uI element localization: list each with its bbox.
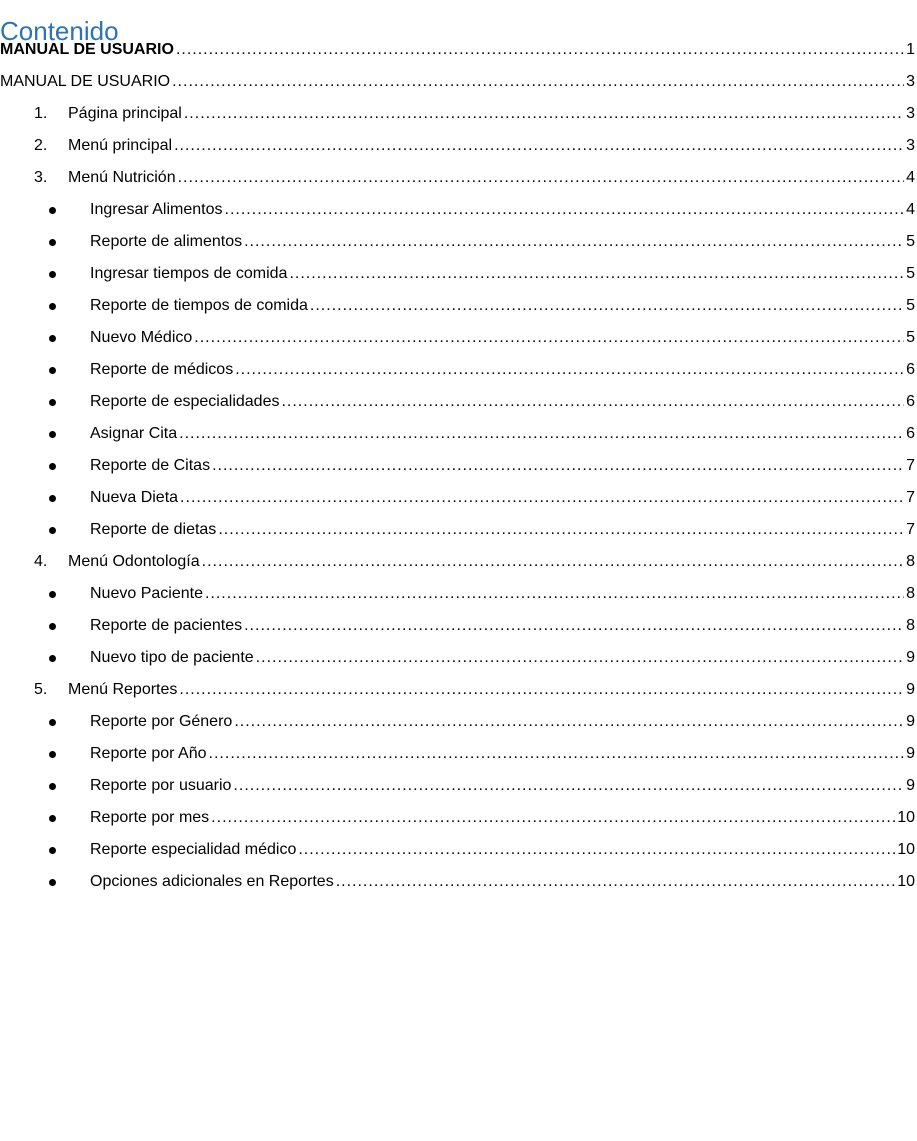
toc-leader-dots [289, 258, 904, 290]
toc-entry-page[interactable]: 8 [906, 617, 915, 634]
toc-leader-dots [209, 738, 905, 770]
toc-entry-title[interactable]: Nuevo tipo de paciente [90, 649, 254, 666]
toc-entry-title[interactable]: Reporte de Citas [90, 457, 211, 474]
toc-entry-page[interactable]: 3 [906, 137, 915, 154]
toc-entry-page[interactable]: 5 [906, 233, 915, 250]
toc-entry-number: 2. [34, 137, 48, 154]
toc-entry-title[interactable]: Reporte por mes [90, 809, 210, 826]
toc-entry-page[interactable]: 9 [906, 745, 915, 762]
toc-leader-dots [235, 354, 904, 386]
toc-entry[interactable] [0, 610, 917, 642]
toc-entry-title[interactable]: Opciones adicionales en Reportes [90, 873, 334, 890]
toc-entry-title[interactable]: Ingresar tiempos de comida [90, 265, 288, 282]
toc-entry-page[interactable]: 9 [906, 777, 915, 794]
toc-entry-title[interactable]: Nuevo Paciente [90, 585, 203, 602]
toc-entry[interactable] [0, 194, 917, 226]
toc-leader-dots [234, 706, 904, 738]
toc-entry[interactable] [0, 450, 917, 482]
toc-entry[interactable] [0, 66, 917, 98]
toc-entry-page[interactable]: 3 [906, 105, 915, 122]
toc-entry-title[interactable]: Reporte de tiempos de comida [90, 297, 308, 314]
toc-entry-page[interactable]: 4 [906, 169, 915, 186]
toc-entry-number: 3. [34, 169, 48, 186]
toc-entry-page[interactable]: 3 [906, 73, 915, 90]
toc-leader-dots [176, 34, 904, 66]
toc-entry-page[interactable]: 9 [906, 713, 915, 730]
toc-entry-number: 5. [34, 681, 48, 698]
toc-leader-dots [205, 578, 904, 610]
toc-entry[interactable] [0, 642, 917, 674]
toc-entry-page[interactable]: 1 [906, 41, 915, 58]
toc-entry[interactable] [0, 514, 917, 546]
toc-entry-title[interactable]: Reporte especialidad médico [90, 841, 297, 858]
toc-leader-dots [281, 386, 904, 418]
toc-entry-page[interactable]: 7 [906, 489, 915, 506]
toc-entry-title[interactable]: Menú Reportes [68, 681, 178, 698]
toc-leader-dots [178, 162, 904, 194]
toc-entry-title[interactable]: Ingresar Alimentos [90, 201, 223, 218]
toc-entry-page[interactable]: 9 [906, 649, 915, 666]
toc-leader-dots [194, 322, 904, 354]
toc-entry-title[interactable]: Reporte de especialidades [90, 393, 280, 410]
toc-entry[interactable] [0, 418, 917, 450]
toc-entry[interactable] [0, 546, 917, 578]
toc-entry-page[interactable]: 6 [906, 393, 915, 410]
toc-leader-dots [310, 290, 904, 322]
toc-entry-page[interactable]: 8 [906, 553, 915, 570]
toc-entry[interactable] [0, 802, 917, 834]
toc-entry-page[interactable]: 6 [906, 361, 915, 378]
toc-entry-page[interactable]: 5 [906, 297, 915, 314]
toc-leader-dots [225, 194, 905, 226]
toc-entry-title[interactable]: Reporte por Año [90, 745, 207, 762]
toc-entry[interactable] [0, 162, 917, 194]
toc-leader-dots [298, 834, 895, 866]
toc-leader-dots [244, 226, 904, 258]
toc-entry-title[interactable]: MANUAL DE USUARIO [0, 73, 171, 90]
toc-entry-title[interactable]: Página principal [68, 105, 182, 122]
toc-entry[interactable] [0, 34, 917, 66]
toc-entry-page[interactable]: 7 [906, 521, 915, 538]
toc-entry[interactable] [0, 322, 917, 354]
toc-entry-title[interactable]: Reporte de alimentos [90, 233, 243, 250]
toc-leader-dots [336, 866, 896, 898]
toc-entry[interactable] [0, 578, 917, 610]
toc-entry[interactable] [0, 706, 917, 738]
toc-entry-title[interactable]: Reporte por Género [90, 713, 233, 730]
toc-entry[interactable] [0, 290, 917, 322]
toc-entry[interactable] [0, 130, 917, 162]
toc-entry[interactable] [0, 226, 917, 258]
toc-leader-dots [218, 514, 904, 546]
toc-entry-title[interactable]: Reporte de dietas [90, 521, 217, 538]
toc-entry[interactable] [0, 738, 917, 770]
toc-entry-page[interactable]: 10 [897, 873, 915, 890]
toc-entry-number: 4. [34, 553, 48, 570]
toc-leader-dots [233, 770, 904, 802]
toc-leader-dots [180, 482, 904, 514]
toc-entry-title[interactable]: Nuevo Médico [90, 329, 193, 346]
toc-leader-dots [244, 610, 904, 642]
toc-entry[interactable] [0, 770, 917, 802]
toc-entry-title[interactable]: Menú Nutrición [68, 169, 176, 186]
toc-entry-title[interactable]: MANUAL DE USUARIO [0, 41, 174, 58]
toc-leader-dots [212, 450, 904, 482]
toc-entry-title[interactable]: Menú principal [68, 137, 173, 154]
toc-leader-dots [202, 546, 904, 578]
toc-entry-page[interactable]: 5 [906, 265, 915, 282]
toc-entry[interactable] [0, 834, 917, 866]
toc-entry[interactable] [0, 258, 917, 290]
toc-leader-dots [211, 802, 895, 834]
toc-entry-page[interactable]: 6 [906, 425, 915, 442]
toc-leader-dots [256, 642, 904, 674]
toc-entry-title[interactable]: Reporte de médicos [90, 361, 234, 378]
page-title: Contenido [0, 16, 119, 47]
toc-entry[interactable] [0, 386, 917, 418]
toc-entry[interactable] [0, 482, 917, 514]
toc-leader-dots [184, 98, 904, 130]
toc-entry-page[interactable]: 10 [897, 809, 915, 826]
toc-leader-dots [179, 418, 904, 450]
table-of-contents [0, 34, 917, 898]
toc-entry[interactable] [0, 866, 917, 898]
toc-entry[interactable] [0, 98, 917, 130]
toc-entry-title[interactable]: Nueva Dieta [90, 489, 179, 506]
toc-leader-dots [174, 130, 904, 162]
toc-entry-title[interactable]: Reporte por usuario [90, 777, 232, 794]
toc-entry-page[interactable]: 5 [906, 329, 915, 346]
toc-entry-page[interactable]: 9 [906, 681, 915, 698]
toc-entry-page[interactable]: 4 [906, 201, 915, 218]
toc-entry-page[interactable]: 8 [906, 585, 915, 602]
toc-entry-title[interactable]: Asignar Cita [90, 425, 178, 442]
toc-entry[interactable] [0, 354, 917, 386]
toc-entry-page[interactable]: 7 [906, 457, 915, 474]
toc-entry-title[interactable]: Reporte de pacientes [90, 617, 243, 634]
toc-entry-page[interactable]: 10 [897, 841, 915, 858]
toc-entry[interactable] [0, 674, 917, 706]
toc-entry-number: 1. [34, 105, 48, 122]
toc-leader-dots [172, 66, 904, 98]
toc-entry-title[interactable]: Menú Odontología [68, 553, 200, 570]
toc-leader-dots [179, 674, 904, 706]
